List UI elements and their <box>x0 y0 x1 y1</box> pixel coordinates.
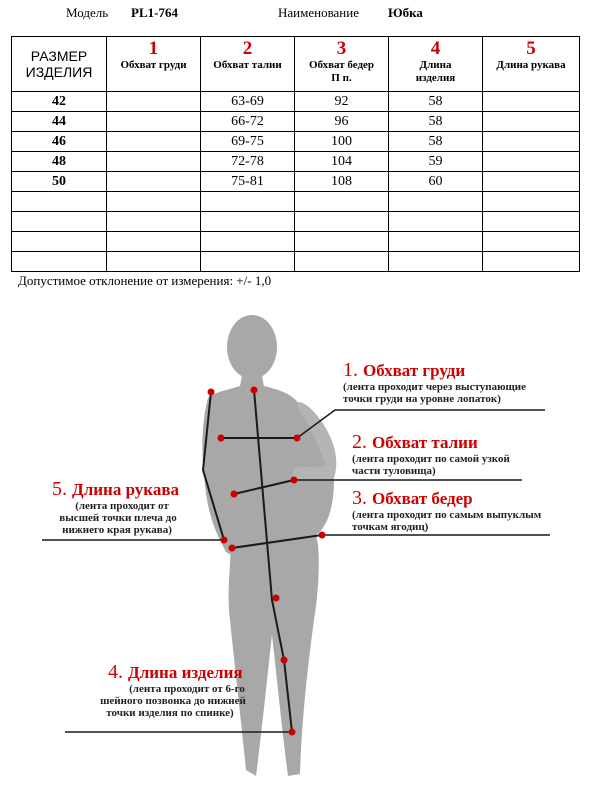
header-length-num: 4 <box>430 38 441 59</box>
chest-cell <box>107 112 201 132</box>
sleeve-cell <box>483 192 580 212</box>
svg-text:5.Длина рукава <box>52 478 180 500</box>
svg-text:2.Обхват талии <box>352 431 478 453</box>
point-hips-right <box>319 532 326 539</box>
model-value: PL1-764 <box>131 5 178 20</box>
waist-cell: 66-72 <box>201 112 295 132</box>
point-shoulder <box>208 389 215 396</box>
model-label: Модель <box>66 5 109 20</box>
chest-title: Обхват груди <box>363 361 466 380</box>
table-header-row <box>12 37 580 92</box>
length-desc-1: (лента проходит от 6-го <box>129 683 245 695</box>
waist-cell <box>201 192 295 212</box>
chest-cell <box>107 172 201 192</box>
annotation-length <box>100 661 246 719</box>
size-cell <box>12 212 107 232</box>
table-row <box>12 152 580 172</box>
size-cell <box>12 232 107 252</box>
length-cell: 59 <box>389 152 483 172</box>
waist-num: 2. <box>352 431 367 453</box>
chest-cell <box>107 252 201 272</box>
svg-text:4.Длина изделия <box>108 661 243 683</box>
length-num: 4. <box>108 661 123 683</box>
point-chest-left <box>218 435 225 442</box>
point-waist-right <box>291 477 298 484</box>
length-cell: 58 <box>389 112 483 132</box>
size-table <box>11 36 580 272</box>
point-waist-left <box>231 491 238 498</box>
header-sleeve <box>483 37 580 92</box>
header-size-column <box>12 37 107 92</box>
table-row <box>12 132 580 152</box>
sleeve-cell <box>483 212 580 232</box>
size-cell: 48 <box>12 152 107 172</box>
svg-text:1.Обхват груди <box>343 359 465 381</box>
length-desc-3: точки изделия по спинке) <box>106 707 234 719</box>
chest-cell <box>107 232 201 252</box>
svg-text:3.Обхват бедер <box>352 487 473 509</box>
chest-cell <box>107 192 201 212</box>
hips-cell: 100 <box>295 132 389 152</box>
annotation-waist <box>352 431 510 477</box>
hips-title: Обхват бедер <box>372 489 473 508</box>
header-hips-label: Обхват бедер <box>308 59 375 71</box>
sleeve-cell <box>483 152 580 172</box>
point-chest-right <box>294 435 301 442</box>
waist-cell: 75-81 <box>201 172 295 192</box>
header-waist-num: 2 <box>242 38 253 59</box>
waist-desc-1: (лента проходит по самой узкой <box>352 453 510 465</box>
annotation-sleeve <box>52 478 180 536</box>
point-length-knee <box>281 657 288 664</box>
point-neck <box>251 387 258 394</box>
chest-cell <box>107 92 201 112</box>
waist-cell <box>201 212 295 232</box>
hips-cell <box>295 212 389 232</box>
waist-cell <box>201 232 295 252</box>
header-chest-num: 1 <box>148 38 159 59</box>
sleeve-num: 5. <box>52 478 67 500</box>
waist-title: Обхват талии <box>372 433 478 452</box>
length-cell <box>389 212 483 232</box>
point-length-end <box>289 729 296 736</box>
table-row <box>12 172 580 192</box>
point-hips-left <box>229 545 236 552</box>
length-cell <box>389 252 483 272</box>
table-row <box>12 212 580 232</box>
table-row <box>12 92 580 112</box>
sleeve-cell <box>483 112 580 132</box>
hips-cell <box>295 232 389 252</box>
length-desc-2: шейного позвонка до нижней <box>100 695 246 707</box>
length-cell <box>389 192 483 212</box>
table-body <box>12 92 580 272</box>
sleeve-desc-1: (лента проходит от <box>75 500 169 512</box>
header-length-label-2: изделия <box>415 72 456 84</box>
header-hips <box>295 37 389 92</box>
hips-cell: 104 <box>295 152 389 172</box>
length-cell: 58 <box>389 132 483 152</box>
header-chest-label: Обхват груди <box>120 59 187 71</box>
point-sleeve-end <box>221 537 228 544</box>
hips-cell: 108 <box>295 172 389 192</box>
sleeve-cell <box>483 132 580 152</box>
header-length-label: Длина <box>419 59 452 71</box>
waist-cell <box>201 252 295 272</box>
annotation-hips <box>352 487 542 533</box>
table-row <box>12 252 580 272</box>
hips-cell <box>295 252 389 272</box>
sleeve-desc-2: высшей точки плеча до <box>59 512 177 524</box>
header <box>0 5 589 23</box>
hips-desc-1: (лента проходит по самым выпуклым <box>352 509 542 521</box>
size-cell: 46 <box>12 132 107 152</box>
sleeve-cell <box>483 232 580 252</box>
measurement-diagram <box>0 290 589 789</box>
sleeve-cell <box>483 172 580 192</box>
name-value: Юбка <box>388 5 423 20</box>
length-cell: 58 <box>389 92 483 112</box>
sleeve-cell <box>483 252 580 272</box>
header-hips-label-2: П п. <box>331 72 352 84</box>
silhouette-head <box>227 315 277 379</box>
header-size-line1: РАЗМЕР <box>30 48 88 64</box>
header-size-line2: ИЗДЕЛИЯ <box>25 64 93 80</box>
length-title: Длина изделия <box>128 663 243 682</box>
name-label: Наименование <box>278 5 359 20</box>
size-cell: 50 <box>12 172 107 192</box>
chest-desc-2: точки груди на уровне лопаток) <box>343 393 501 405</box>
hips-num: 3. <box>352 487 367 509</box>
chest-num: 1. <box>343 359 358 381</box>
header-chest <box>107 37 201 92</box>
tolerance-note: Допустимое отклонение от измерения: +/- 1,0 <box>18 273 272 288</box>
size-cell: 44 <box>12 112 107 132</box>
length-cell: 60 <box>389 172 483 192</box>
annotation-chest <box>343 359 526 405</box>
hips-desc-2: точкам ягодиц) <box>352 521 429 533</box>
table-row <box>12 232 580 252</box>
point-length-mid <box>273 595 280 602</box>
header-sleeve-label: Длина рукава <box>496 59 566 71</box>
header-hips-num: 3 <box>336 38 347 59</box>
table-row <box>12 192 580 212</box>
size-cell <box>12 192 107 212</box>
table-row <box>12 112 580 132</box>
header-waist-label: Обхват талии <box>213 59 282 71</box>
waist-cell: 69-75 <box>201 132 295 152</box>
waist-cell: 72-78 <box>201 152 295 172</box>
chest-cell <box>107 132 201 152</box>
hips-cell: 92 <box>295 92 389 112</box>
header-waist <box>201 37 295 92</box>
header-sleeve-num: 5 <box>526 38 536 59</box>
size-cell: 42 <box>12 92 107 112</box>
hips-cell <box>295 192 389 212</box>
hips-cell: 96 <box>295 112 389 132</box>
waist-cell: 63-69 <box>201 92 295 112</box>
waist-desc-2: части туловища) <box>352 465 436 477</box>
chest-cell <box>107 212 201 232</box>
chest-cell <box>107 152 201 172</box>
length-cell <box>389 232 483 252</box>
header-length <box>389 37 483 92</box>
chest-desc-1: (лента проходит через выступающие <box>343 381 527 393</box>
sleeve-desc-3: нижнего края рукава) <box>62 524 172 536</box>
sleeve-cell <box>483 92 580 112</box>
sleeve-title: Длина рукава <box>72 480 180 499</box>
size-cell <box>12 252 107 272</box>
